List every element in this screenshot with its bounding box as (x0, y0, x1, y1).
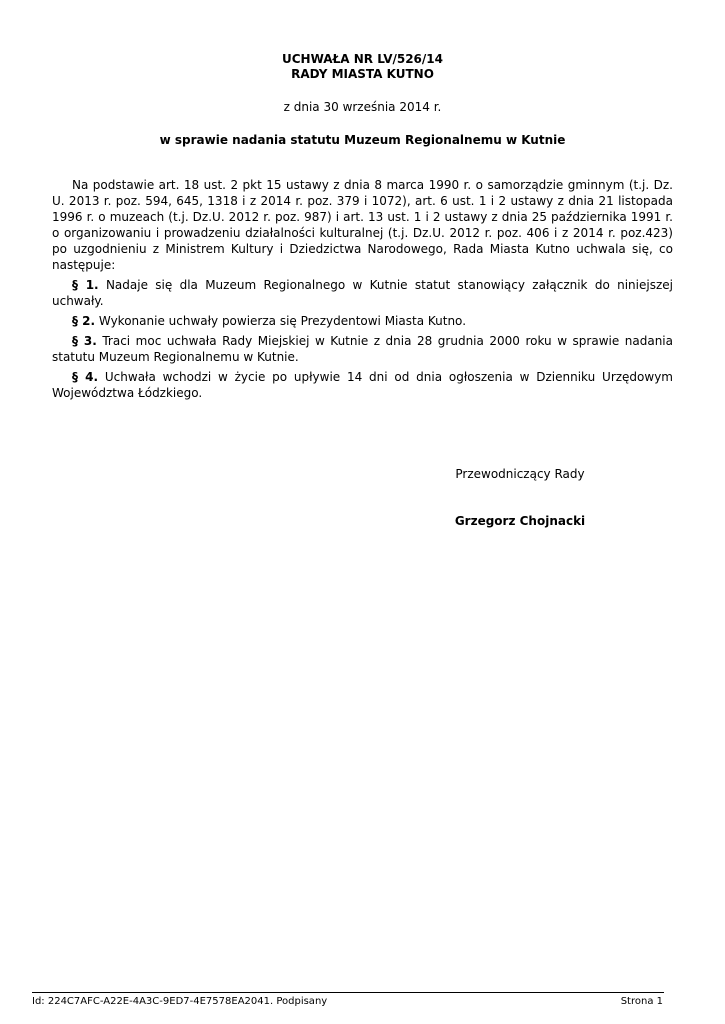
resolution-date: z dnia 30 września 2014 r. (283, 100, 442, 114)
signature-role: Przewodniczący Rady (455, 467, 585, 481)
section-2-text: Wykonanie uchwały powierza się Prezydentowi Miasta Kutno. (98, 314, 467, 328)
footer-divider (32, 992, 664, 993)
section-3-label: § 3. (72, 334, 97, 348)
section-2-label: § 2. (72, 314, 96, 328)
section-4-text: Uchwała wchodzi w życie po upływie 14 dni od dnia ogłoszenia w Dzienniku Urzędowym Województwa Łódzkiego. (52, 370, 673, 400)
section-3 (52, 333, 673, 365)
section-2 (52, 313, 673, 329)
footer-page-number: Strona 1 (620, 996, 663, 1007)
section-1-label: § 1. (72, 278, 99, 292)
section-1 (52, 277, 673, 309)
section-1-text: Nadaje się dla Muzeum Regionalnego w Kutnie statut stanowiący załącznik do niniejszej uchwały. (52, 278, 673, 308)
section-4 (52, 369, 673, 401)
footer-document-id: Id: 224C7AFC-A22E-4A3C-9ED7-4E7578EA2041. Podpisany (32, 996, 328, 1007)
preamble: Na podstawie art. 18 ust. 2 pkt 15 ustawy z dnia 8 marca 1990 r. o samorządzie gminnym (t.j. Dz. U. 2013 r. poz. 594, 645, 1318 i z 2014 r. poz. 379 i 1072), art. 6 ust. 1 i 2 ustawy z dnia 21 listopada 1996 r. o muzeach (t.j. Dz.U. 2012 r. poz. 987) i art. 13 ust. 1 i 2 ustawy z dnia 25 października 1991 r. o organizowaniu i prowadzeniu działalności kulturalnej (t.j. Dz.U. 2012 r. poz. 406 i z 2014 r. poz.423) po uzgodnieniu z Ministrem Kultury i Dziedzictwa Narodowego, Rada Miasta Kutno uchwala się, co następuje: (52, 178, 673, 272)
section-4-label: § 4. (72, 370, 99, 384)
section-3-text: Traci moc uchwała Rady Miejskiej w Kutnie z dnia 28 grudnia 2000 roku w sprawie nadania statutu Muzeum Regionalnemu w Kutnie. (52, 334, 673, 364)
resolution-body (52, 177, 673, 405)
resolution-subject: w sprawie nadania statutu Muzeum Regionalnemu w Kutnie (159, 133, 566, 147)
council-name: RADY MIASTA KUTNO (291, 67, 434, 81)
resolution-number: UCHWAŁA NR LV/526/14 (281, 52, 443, 66)
signature-name: Grzegorz Chojnacki (454, 514, 586, 528)
